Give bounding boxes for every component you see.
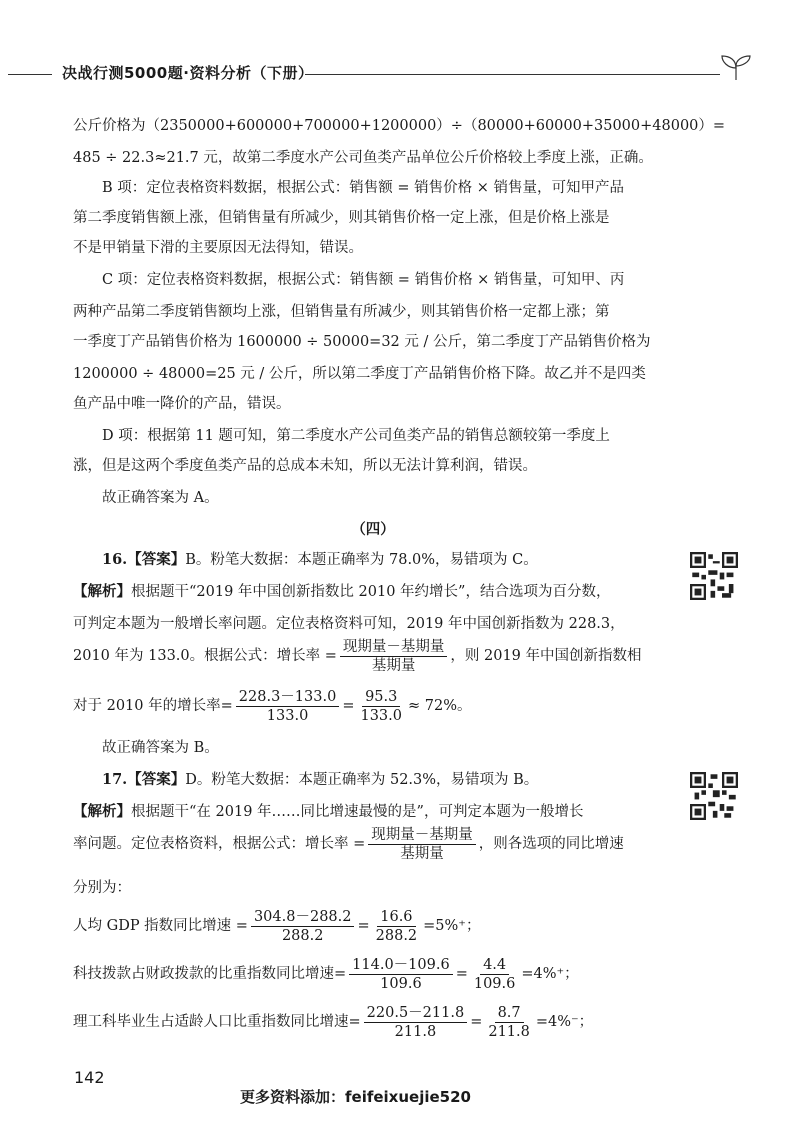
denominator: 288.2 [375,927,418,944]
numerator: 16.6 [377,908,415,927]
fraction [349,956,453,993]
denominator: 133.0 [266,707,309,724]
answer-tag: 16.【答案】 [102,551,186,568]
numerator: 220.5－211.8 [364,1004,468,1023]
text-line: C 项：定位表格资料数据，根据公式：销售额 = 销售价格 × 销售量，可知甲、丙 [102,272,625,288]
fraction [340,638,448,675]
formula-line: 人均 GDP 指数同比增速 = $\frac{304.8-288.2}{288.2}$ = $\frac{16.6}{288.2}$ =5%⁺； [73,908,481,944]
text-line: 不是甲销量下滑的主要原因无法得知，错误。 [73,240,363,256]
formula-text: 人均 GDP 指数同比增速 = [73,918,248,934]
text-line: 分别为： [73,880,131,896]
formula-text: ，则 2019 年中国创新指数相 [450,648,642,664]
fraction [471,956,519,993]
text-line: 一季度丁产品销售价格为 1600000 ÷ 50000=32 元 / 公斤，第二季度丁产品销售价格为 [73,334,651,350]
sprout-icon [718,54,754,82]
fraction [236,688,340,725]
numerator: 现期量－基期量 [368,826,476,845]
header-title: 决战行测5000题·资料分析（下册） [62,64,314,82]
running-header [0,60,800,90]
formula-text: =5%⁺； [423,918,481,934]
denominator: 基期量 [371,657,416,674]
answer-line: 故正确答案为 B。 [102,740,219,756]
numerator: 4.4 [480,956,509,975]
analysis-tag: 【解析】 [73,803,131,820]
denominator: 109.6 [473,975,516,992]
text-line: 涨，但是这两个季度鱼类产品的总成本未知，所以无法计算利润，错误。 [73,458,537,474]
formula-text: 理工科毕业生占适龄人口比重指数同比增速= [73,1014,361,1030]
numerator: 95.3 [362,688,400,707]
formula-line [73,634,642,678]
formula-text: =4%⁻； [535,1014,594,1030]
qr-code-icon[interactable] [690,772,738,820]
text-line: B 项：定位表格资料数据，根据公式：销售额 = 销售价格 × 销售量，可知甲产品 [102,180,624,196]
denominator: 133.0 [360,707,402,724]
numerator: 304.8－288.2 [251,908,355,927]
answer-line: 故正确答案为 A。 [102,490,219,506]
numerator: 8.7 [495,1004,524,1023]
formula-line: 理工科毕业生占适龄人口比重指数同比增速= $\frac{220.5-211.8}{211.8}$ = $\frac{8.7}{211.8}$ =4%⁻； [73,1004,594,1040]
header-rule-right [305,74,720,75]
denominator: 109.6 [380,975,422,992]
formula-line [73,822,624,866]
fraction [251,908,355,945]
text-line: D 项：根据第 11 题可知，第二季度水产公司鱼类产品的销售总额较第一季度上 [102,428,610,444]
text-line: 鱼产品中唯一降价的产品，错误。 [73,396,291,412]
analysis-text: 根据题干“2019 年中国创新指数比 2010 年约增长”，结合选项为百分数， [131,584,611,600]
denominator: 288.2 [281,927,324,944]
fraction [373,908,421,945]
formula-text: 对于 2010 年的增长率= [73,698,233,714]
text-line: 两种产品第二季度销售额均上涨，但销售量有所减少，则其销售价格一定都上涨；第 [73,304,610,320]
formula-text: =4%⁺； [521,966,579,982]
analysis-text: 根据题干“在 2019 年……同比增速最慢的是”，可判定本题为一般增长 [131,804,584,820]
formula-line: 对于 2010 年的增长率= $\frac{228.3-133.0}{133.0}$ = $\frac{95.3}{133.0}$ ≈ 72%。 [73,688,472,724]
footer-note: 更多资料添加：feifeixuejie520 [240,1088,471,1106]
formula-text: ≈ 72%。 [407,698,472,714]
numerator: 现期量－基期量 [340,638,448,657]
formula-text: 2010 年为 133.0。根据公式：增长率 = [73,648,337,664]
formula-text: 科技拨款占财政拨款的比重指数同比增速= [73,966,347,982]
fraction [357,688,405,725]
denominator: 211.8 [394,1023,437,1040]
analysis-line [73,578,673,606]
fraction [485,1004,533,1041]
page-number: 142 [74,1068,105,1087]
answer-text: B。粉笔大数据：本题正确率为 78.0%，易错项为 C。 [185,552,538,568]
analysis-tag: 【解析】 [73,583,131,600]
numerator: 228.3－133.0 [236,688,340,707]
denominator: 基期量 [400,845,444,862]
numerator: 114.0－109.6 [349,956,453,975]
formula-line: 科技拨款占财政拨款的比重指数同比增速= $\frac{114.0-109.6}{109.6}$ = $\frac{4.4}{109.6}$ =4%⁺； [73,956,579,992]
text-line: 485 ÷ 22.3≈21.7 元，故第二季度水产公司鱼类产品单位公斤价格较上季度上涨，正确。 [73,150,653,166]
formula-text: ，则各选项的同比增速 [478,836,624,852]
answer-17 [73,766,702,794]
header-rule-left [8,74,52,75]
answer-text: D。粉笔大数据：本题正确率为 52.3%，易错项为 B。 [185,772,539,788]
formula-text: 率问题。定位表格资料，根据公式：增长率 = [73,836,366,852]
answer-16 [73,546,702,574]
answer-tag: 17.【答案】 [102,771,186,788]
denominator: 211.8 [488,1023,530,1040]
section-heading: （四） [351,521,395,538]
fraction [364,1004,468,1041]
text-line: 第二季度销售额上涨，但销售量有所减少，则其销售价格一定上涨，但是价格上涨是 [73,210,610,226]
text-line: 可判定本题为一般增长率问题。定位表格资料可知，2019 年中国创新指数为 228.3， [73,616,625,632]
text-line: 1200000 ÷ 48000=25 元 / 公斤，所以第二季度丁产品销售价格下降。故乙并不是四类 [73,366,646,382]
text-line: 公斤价格为（2350000+600000+700000+1200000）÷（80000+60000+35000+48000）= [73,118,726,134]
qr-code-icon[interactable] [690,552,738,600]
fraction [368,826,476,863]
